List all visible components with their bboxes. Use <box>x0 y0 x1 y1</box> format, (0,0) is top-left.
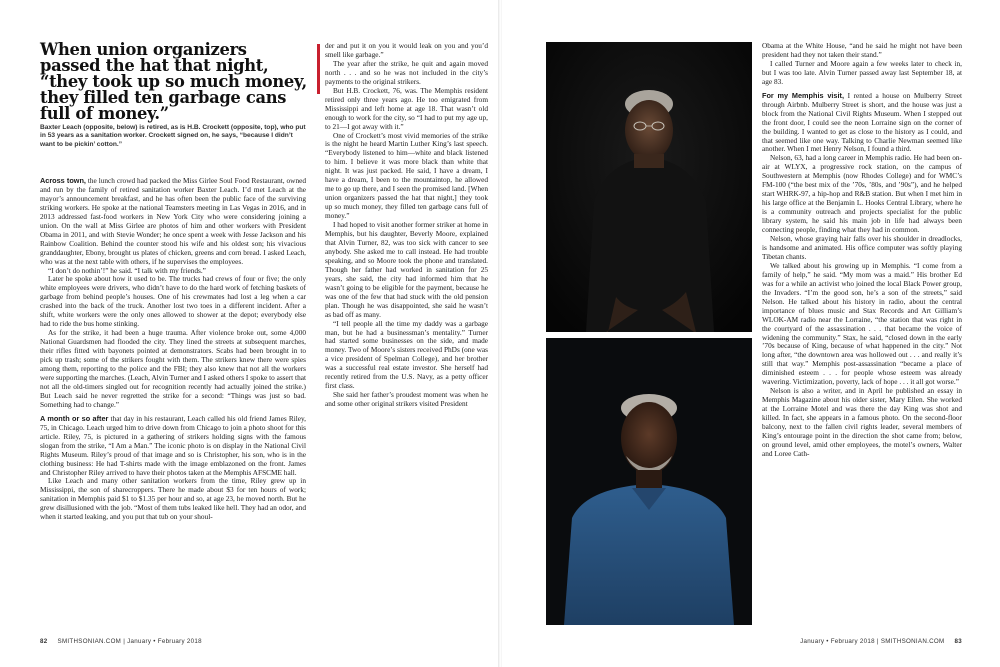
portrait-crockett-illustration <box>546 42 752 332</box>
paragraph-text: One of Crockett’s most vivid memories of the strike is the night he heard Martin Luther King’s last speech. “Everybody listened to him—white and black listened to him. I believe it was more black than white that night. It was just packed. He said, I have a dream, I have a dream, I been to the mountaintop, he allowed me to go up there, and I seen the promised land. [When union organizers passed the hat that night,] they took up so much money, they filled ten garbage cans full of money.” <box>325 130 488 221</box>
paragraph-text: der and put it on you it would leak on you and you’d smell like garbage.” <box>325 42 488 59</box>
run-in-lead: A month or so after <box>40 413 109 423</box>
paragraph <box>325 221 488 319</box>
footer-left <box>40 638 202 645</box>
paragraph <box>325 132 488 222</box>
paragraph <box>762 60 962 87</box>
footer-issue-left: January • February 2018 <box>127 638 202 645</box>
paragraph <box>40 177 306 267</box>
footer-site-right: SMITHSONIAN.COM <box>880 638 945 645</box>
article-column-3 <box>762 42 962 623</box>
paragraph <box>762 154 962 235</box>
page-number-left: 82 <box>40 638 48 645</box>
paragraph <box>762 387 962 459</box>
footer-sep-right: | <box>876 638 881 645</box>
paragraph-text: “I tell people all the time my daddy was a garbage man, but he had a businessman’s mentality.” Turner had started some businesses on the side, and made money. Two of Moore’s sisters received PhDs (one was a vice president of Spelman College), and her brother was a successful real estate investor. She herself had recently retired from the U.S. Navy, as a petty officer first class. <box>325 318 488 391</box>
footer-right <box>800 638 962 645</box>
footer-issue-right: January • February 2018 <box>800 638 875 645</box>
paragraph-text: Later he spoke about how it used to be. The trucks had crews of four or five; the only white employees were drivers, who didn’t have to do the hard work of fetching baskets of garbage from behind people’s houses. One of his crewmates had lost a leg when a car crashed into the back of the truck. Another lost two toes in a different incident. After a shift, white workers were the only ones allowed to shower at the depot; everybody else had to ride the bus home stinking. <box>40 274 306 329</box>
portrait-photo-crockett <box>546 42 752 332</box>
run-in-lead: Across town, <box>40 176 86 185</box>
paragraph <box>40 415 306 478</box>
paragraph <box>325 87 488 132</box>
paragraph <box>762 235 962 262</box>
paragraph <box>325 320 488 392</box>
paragraph-text: She said her father’s proudest moment was when he and some other original strikers visited President <box>325 390 488 409</box>
page-gutter <box>498 0 502 667</box>
paragraph-text: I had hoped to visit another former striker at home in Memphis, but his daughter, Beverly Moore, explained that Alvin Turner, 82, was too sick with cancer to see anybody. She asked me to call instead. He had trouble speaking, and so Moore took the phone and translated. Though her father had worked in sanitation for 25 years, she said, the city had informed him that he wasn’t going to be eligible for the payment, because he was one of the few that had stuck with the old pension plan. Though he was disappointed, she said he wasn’t as bad off as many. <box>325 220 488 319</box>
paragraph-text: As for the strike, it had been a huge trauma. After violence broke out, some 4,000 National Guardsmen had flooded the city. They lined the streets at subsequent marches, their rifles fitted with bayonets pointed at demonstrators. Scabs had been brought in to pick up trash; some of the strikers fought with them. The strikers knew there were spies among them, reporting to the police and the FBI; they also knew that not all the workers were supporting the marches. (Leach, Alvin Turner and I asked others I spoke to assert that not all the old-timers singled out for recognition recently had actually joined the strike.) But Leach said he never regretted the strike for a second: “Things was just so bad. Something had to change.” <box>40 328 306 409</box>
paragraph-text: “I don’t do nothin’!” he said. “I talk with my friends.” <box>48 265 206 275</box>
paragraph <box>762 92 962 155</box>
paragraph-text: that day in his restaurant, Leach called his old friend James Riley, 75, in Chicago. Leach urged him to drive down from Chicago to join a photo shoot for this article. Riley, 75, is pictured in a gathering of strikers holding signs with the famous slogan from the strike, “I Am a Man.” The iconic photo is on display in the National Civil Rights Museum. Riley’s proud of that image and so is Christopher, his son, who is in the clothing business: He had T-shirts made with the image emblazoned on the front. James and Christopher Riley arrived to have their photos taken at the Memphis AFSCME hall. <box>40 413 306 477</box>
paragraph <box>40 275 306 329</box>
paragraph <box>762 262 962 387</box>
paragraph <box>325 60 488 87</box>
paragraph <box>40 329 306 410</box>
paragraph <box>762 42 962 60</box>
paragraph-text: We talked about his growing up in Memphis. “I come from a family of help,” he said. “My mom was a maid.” His brother Ed was for a while an activist who joined the local Black Power group, the Invaders. “I’m the good son, he’s a son of the streets,” said Nelson. He talked about his history in radio, about the central importance of blues music and Stax Records and Art Gilliam’s WLOK-AM radio near the Lorraine, “the station that was right in the courtyard of the assassination . . . that became the voice of widening the community.” Stax, he said, “closed down in the early ’70s because of King, because of what happened in the city.” Not long after, “the downtown area was hollowed out . . . and really it’s still that way.” Memphis post-assassination “became a place of diminished esteem . . . for people whose esteem was already wavering. Victimization, poverty, lack of hope . . . it all got worse.” <box>762 260 962 387</box>
paragraph <box>325 42 488 60</box>
paragraph-text: Like Leach and many other sanitation workers from the time, Riley grew up in Mississippi, the son of sharecroppers. There he made about $3 for ten hours of work; sanitation in Memphis paid $1 to $1.35 per hour and so, at age 23, he moved north. But he grew disillusioned with the job. “Most of them tubs leaked like hell. They had an odor, and when it started leaking, and you put that tub on your shoul- <box>40 476 306 522</box>
photo-caption: Baxter Leach (opposite, below) is retired, as is H.B. Crockett (opposite, top), who put in 53 years as a sanitation worker. Crockett signed on, he says, “because I didn’t want to be pickin’ cotton.” <box>40 124 306 148</box>
paragraph-text: Nelson, whose graying hair falls over his shoulder in dreadlocks, is handsome and animated. His office computer was softly playing Tibetan chants. <box>762 234 962 261</box>
paragraph-text: But H.B. Crockett, 76, was. The Memphis resident retired only three years ago. He too emigrated from Mississippi and left home at age 18. That wasn’t old enough to work for the city, so “I had to put my age up, to 21—I got away with it.” <box>325 85 488 131</box>
page-number-right: 83 <box>954 638 962 645</box>
paragraph-text: the lunch crowd had packed the Miss Girlee Soul Food Restaurant, owned and run by the family of retired sanitation worker Baxter Leach. I’d met Leach at the mayor’s announcement breakfast, and he has often been the public face of the surviving striking workers. He spoke at the national Teamsters meeting in Las Vegas in 2016, and in 2013 addressed fast-food workers in New York City who were considering joining a union. On the wall at Miss Girlee are photos of him and other workers with President Obama in 2011, and with Stevie Wonder; he once spent a week with Jesse Jackson and his Rainbow Coalition. Behind the counter stood his wife and his oldest son; his vivacious granddaughter, Ebony, brought us plates of chicken, greens and corn bread. I asked Leach, who was at the next table with others, if he supervises the employees. <box>40 176 306 266</box>
pull-quote: When union organizers passed the hat that night, “they took up so much money, they filled ten garbage cans full of money.” <box>40 40 307 123</box>
paragraph-text: Nelson, 63, had a long career in Memphis radio. He had been on-air at WLYX, a progressive rock station, on the campus of Southwestern at Memphis (now Rhodes College) and for WMC’s FM-100 (“the best mix of the ’70s, ’80s, and ’90s”), and he helped start WHRK-97, a hip-hop and R&B station. But when I met him in his large office at the Benjamin L. Hooks Central Library, where he is a community outreach and projects specialist for the public library system, he said his main job in life had always been connecting people, finding what they had in common. <box>762 153 962 235</box>
paragraph-text: Obama at the White House, “and he said he might not have been president had they not taken their stand.” <box>762 42 962 59</box>
article-column-2 <box>325 42 488 623</box>
paragraph-text: Nelson is also a writer, and in April he published an essay in Memphis Magazine about his older sister, Mary Ellen. She worked at the Lorraine Motel and was there the day King was shot and killed. In fact, she appears in a famous photo. On the second-floor balcony, next to the fallen civil rights leader, several members of King’s entourage point in the direction the shot came from; below, on ground level, amid other employees, the motel’s owners, Walter and Loree Cath- <box>762 386 962 458</box>
run-in-lead: For my Memphis visit, <box>762 90 844 100</box>
footer-site-left: SMITHSONIAN.COM <box>57 638 122 645</box>
portrait-leach-illustration <box>546 338 752 625</box>
accent-rule <box>317 44 320 94</box>
paragraph <box>40 477 306 522</box>
article-column-1 <box>40 172 306 622</box>
paragraph <box>325 391 488 409</box>
paragraph-text: The year after the strike, he quit and again moved north . . . and so he was not included in the city’s payments to the original strikers. <box>325 58 488 86</box>
portrait-photo-leach <box>546 338 752 625</box>
paragraph-text: I rented a house on Mulberry Street through Airbnb. Mulberry Street is short, and the house was just a block from the National Civil Rights Museum. When I stepped out the front door, I could see the neon Lorraine sign on the corner of the building. I wanted to get as close to the history as I could, and that seemed like one way. Talking to Charlie Newman seemed like another. When I met Henry Nelson, I found a third. <box>762 90 962 154</box>
footer-sep-left: | <box>123 638 128 645</box>
paragraph-text: I called Turner and Moore again a few weeks later to check in, but I was too late. Alvin Turner passed away last September 18, at age 83. <box>762 58 962 86</box>
